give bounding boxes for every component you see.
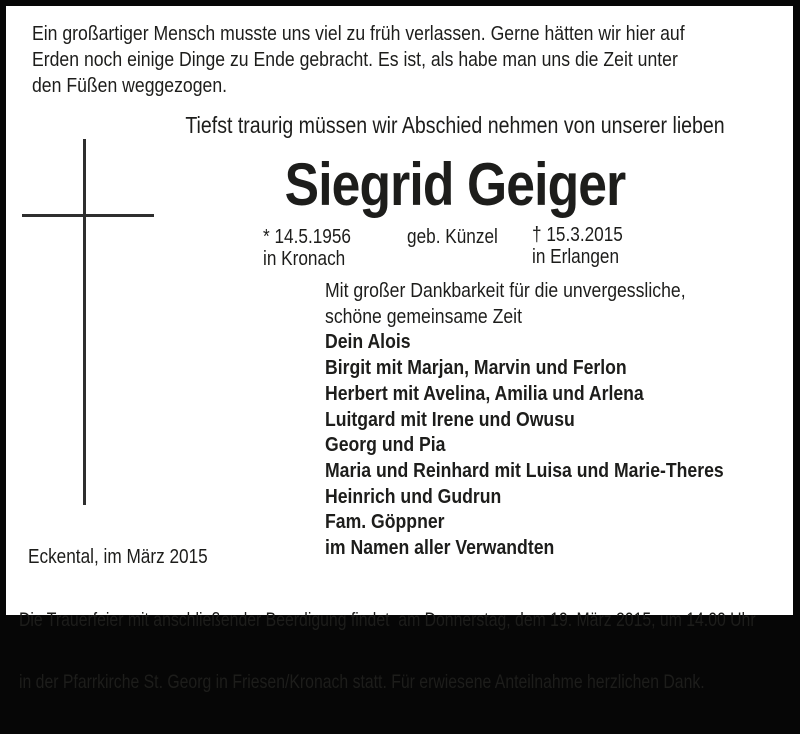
- mourner-line: Dein Alois: [325, 330, 411, 354]
- intro-line: Erden noch einige Dinge zu Ende gebracht. Es ist, als habe man uns die Zeit unter: [32, 48, 678, 71]
- deceased-name: Siegrid Geiger: [284, 151, 626, 218]
- birth-info: [263, 226, 351, 270]
- death-date: † 15.3.2015: [532, 224, 623, 246]
- mourner-line: Luitgard mit Irene und Owusu: [325, 407, 575, 431]
- intro-line: den Füßen weggezogen.: [32, 74, 228, 97]
- mourner-line: Heinrich und Gudrun: [325, 484, 502, 508]
- mourner-line: Fam. Göppner: [325, 510, 445, 534]
- birth-date: * 14.5.1956: [263, 226, 352, 248]
- funeral-line: Die Trauerfeier mit anschließender Beerdigung findet am Donnerstag, dem 19. März 2015, um 14.00 Uhr: [19, 609, 756, 631]
- maiden-name: geb. Künzel: [407, 226, 498, 248]
- gratitude-line: schöne gemeinsame Zeit: [325, 304, 522, 328]
- mourner-line: Herbert mit Avelina, Amilia und Arlena: [325, 381, 644, 405]
- gratitude-line: Mit großer Dankbarkeit für die unvergessliche,: [325, 279, 686, 302]
- death-place: in Erlangen: [532, 246, 620, 268]
- cross-icon: [83, 139, 86, 505]
- obituary-page: [6, 6, 793, 693]
- birth-place: in Kronach: [263, 248, 346, 270]
- death-info: [532, 224, 623, 268]
- funeral-notice: [19, 569, 756, 733]
- funeral-line: in der Pfarrkirche St. Georg in Friesen/Kronach statt. Für erwiesene Anteilnahme herzlichen Dank.: [19, 670, 705, 693]
- lead-in-line: Tiefst traurig müssen wir Abschied nehmen von unserer lieben: [185, 112, 725, 138]
- place-date-line: Eckental, im März 2015: [28, 546, 208, 568]
- cross-icon: [22, 214, 154, 217]
- announcement-column: [105, 112, 800, 218]
- intro-line: Ein großartiger Mensch musste uns viel zu früh verlassen. Gerne hätten wir hier auf: [32, 22, 685, 45]
- mourner-line: im Namen aller Verwandten: [325, 536, 555, 560]
- mourner-line: Maria und Reinhard mit Luisa und Marie-Theres: [325, 458, 724, 482]
- mourner-line: Birgit mit Marjan, Marvin und Ferlon: [325, 356, 627, 380]
- family-block: [325, 278, 724, 561]
- mourner-line: Georg und Pia: [325, 433, 446, 457]
- intro-paragraph: [32, 21, 685, 99]
